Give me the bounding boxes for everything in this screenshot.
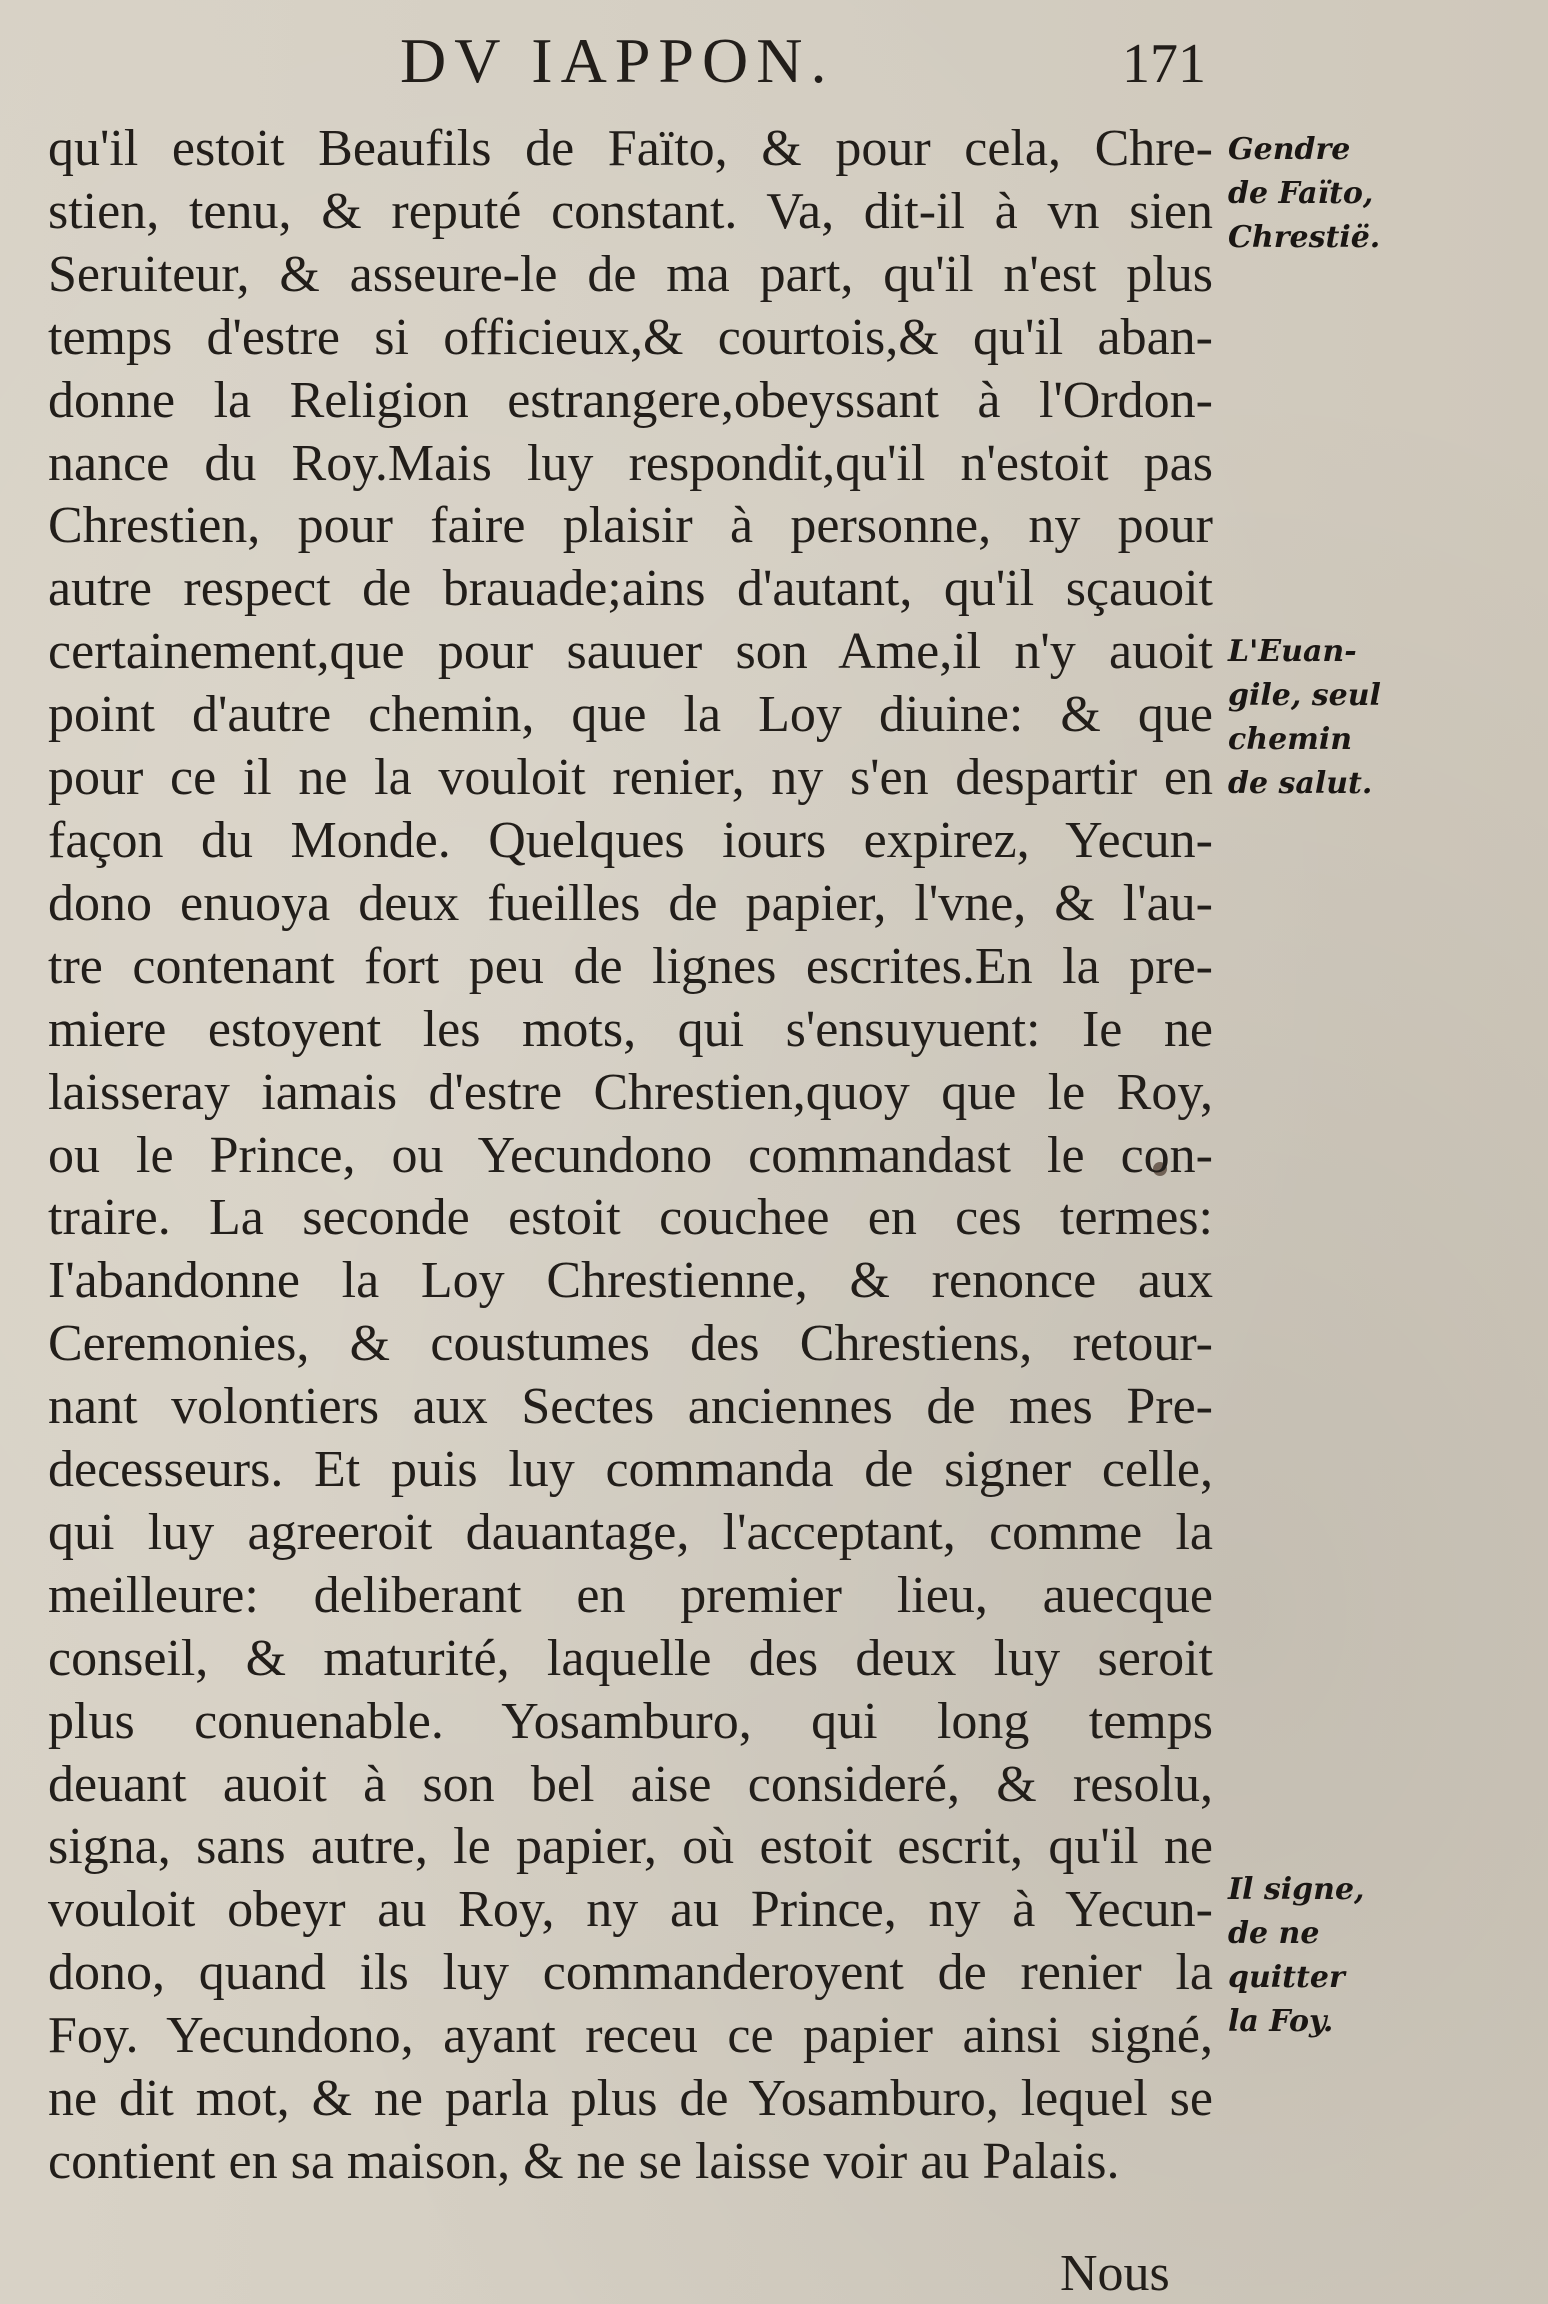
margin-note-line: Gendre (1228, 132, 1351, 167)
margin-note-line: chemin (1228, 722, 1353, 757)
margin-note-gendre (1228, 128, 1528, 260)
text-line: nance du Roy.Mais luy respondit,qu'il n'estoit pas (48, 434, 1213, 492)
margin-note-line: L'Euan- (1228, 634, 1357, 669)
margin-note-line: gile, seul (1228, 678, 1381, 713)
text-line: signa, sans autre, le papier, où estoit escrit, qu'il ne (48, 1818, 1213, 1876)
text-line: Ceremonies, & coustumes des Chrestiens, retour- (48, 1315, 1213, 1373)
text-line: Foy. Yecundono, ayant receu ce papier ainsi signé, (48, 2007, 1213, 2065)
page-number: 171 (1122, 33, 1206, 95)
text-line: façon du Monde. Quelques iours expirez, Yecun- (48, 811, 1213, 869)
text-line: laisseray iamais d'estre Chrestien,quoy que le Roy, (48, 1063, 1213, 1121)
text-line: ou le Prince, ou Yecundono commandast le con- (48, 1126, 1213, 1184)
text-line: dono enuoya deux fueilles de papier, l'vne, & l'au- (48, 874, 1213, 932)
margin-note-line: la Foy. (1228, 2004, 1334, 2039)
text-line: ne dit mot, & ne parla plus de Yosamburo, lequel se (48, 2070, 1213, 2128)
text-line: plus conuenable. Yosamburo, qui long temps (48, 1692, 1213, 1750)
text-line: I'abandonne la Loy Chrestienne, & renonce aux (48, 1252, 1213, 1310)
text-line: Chrestien, pour faire plaisir à personne, ny pour (48, 497, 1213, 555)
text-line: deuant auoit à son bel aise consideré, & resolu, (48, 1755, 1213, 1813)
text-line: autre respect de brauade;ains d'autant, qu'il sçauoit (48, 560, 1213, 618)
text-line: stien, tenu, & reputé constant. Va, dit-il à vn sien (48, 182, 1213, 240)
text-line: pour ce il ne la vouloit renier, ny s'en despartir en (48, 749, 1213, 807)
margin-note-line: de salut. (1228, 766, 1373, 801)
text-line: Seruiteur, & asseure-le de ma part, qu'il n'est plus (48, 245, 1213, 303)
text-line: temps d'estre si officieux,& courtois,& qu'il aban- (48, 308, 1213, 366)
margin-note-line: quitter (1228, 1960, 1345, 1995)
text-line: qu'il estoit Beaufils de Faïto, & pour cela, Chre- (48, 120, 1213, 177)
text-line: tre contenant fort peu de lignes escrites.En la pre- (48, 937, 1213, 995)
margin-note-line: Il signe, (1228, 1872, 1365, 1907)
text-line: contient en sa maison, & ne se laisse voir au Palais. (48, 2133, 1120, 2190)
text-line: miere estoyent les mots, qui s'ensuyuent: Ie ne (48, 1000, 1213, 1058)
margin-note-line: de ne (1228, 1916, 1320, 1951)
margin-note-signe (1228, 1868, 1528, 2044)
margin-note-line: Chrestië. (1228, 220, 1381, 255)
text-line: qui luy agreeroit dauantage, l'acceptant, comme la (48, 1503, 1213, 1561)
text-line: meilleure: deliberant en premier lieu, auecque (48, 1566, 1213, 1624)
text-line: donne la Religion estrangere,obeyssant à l'Ordon- (48, 371, 1213, 429)
body-text (48, 118, 1213, 2194)
text-line: certainement,que pour sauuer son Ame,il n'y auoit (48, 623, 1213, 681)
text-line: decesseurs. Et puis luy commanda de signer celle, (48, 1441, 1213, 1499)
text-line: point d'autre chemin, que la Loy diuine: & que (48, 686, 1213, 744)
running-title: DV IAPPON. (400, 25, 835, 96)
margin-note-evangile (1228, 630, 1528, 806)
margin-note-line: de Faïto, (1228, 176, 1374, 211)
text-line: nant volontiers aux Sectes anciennes de mes Pre- (48, 1378, 1213, 1436)
text-line: dono, quand ils luy commanderoyent de renier la (48, 1944, 1213, 2002)
text-line: conseil, & maturité, laquelle des deux luy seroit (48, 1629, 1213, 1687)
page-header (0, 24, 1548, 114)
text-line: traire. La seconde estoit couchee en ces termes: (48, 1189, 1213, 1247)
catchword: Nous (1060, 2245, 1170, 2302)
text-line: vouloit obeyr au Roy, ny au Prince, ny à Yecun- (48, 1881, 1213, 1939)
